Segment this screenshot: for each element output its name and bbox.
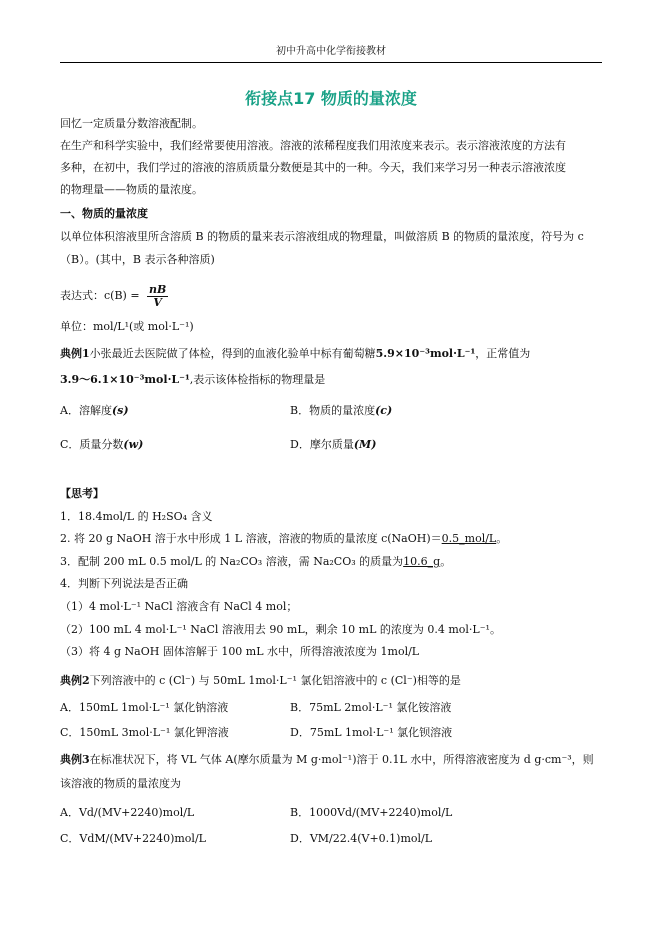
option-c[interactable]: C．VdM/(MV+2240)mol/L xyxy=(60,832,206,845)
example-label: 典例1 xyxy=(60,347,90,360)
definition-line: （B）。(其中，B 表示各种溶质) xyxy=(60,253,215,266)
example3-line xyxy=(60,753,594,767)
intro-line: 的物理量——物质的量浓度。 xyxy=(60,183,203,196)
unit-line: 单位：mol/L¹(或 mol·L⁻¹) xyxy=(60,320,194,333)
formula-denominator: V xyxy=(153,295,162,309)
example1-line xyxy=(60,373,325,387)
option-text: A．溶解度 xyxy=(60,404,112,417)
formula-label: 表达式：c(B) = xyxy=(60,289,140,302)
option-symbol: (M) xyxy=(353,438,377,451)
option-d[interactable]: D．75mL 1mol·L⁻¹ 氯化钡溶液 xyxy=(290,726,453,739)
option-text: B．物质的量浓度 xyxy=(290,404,376,417)
option-text: D．摩尔质量 xyxy=(290,438,354,451)
option-c[interactable]: C．150mL 3mol·L⁻¹ 氯化钾溶液 xyxy=(60,726,229,739)
option-d[interactable] xyxy=(290,438,376,452)
option-c[interactable] xyxy=(60,438,143,452)
think-q4-2: （2）100 mL 4 mol·L⁻¹ NaCl 溶液用去 90 mL，剩余 10 mL 的浓度为 0.4 mol·L⁻¹。 xyxy=(60,623,501,636)
option-a[interactable]: A．Vd/(MV+2240)mol/L xyxy=(60,806,195,819)
example-text: 在标准状况下，将 VL 气体 A(摩尔质量为 M g·mol⁻¹)溶于 0.1L 水中，所得溶液密度为 d g·cm⁻³，则 xyxy=(89,753,594,766)
think-q2 xyxy=(60,532,507,546)
page-title: 衔接点17 物质的量浓度 xyxy=(245,89,417,108)
example-label: 典例3 xyxy=(60,753,90,766)
example-label: 典例2 xyxy=(60,674,90,687)
option-symbol: (c) xyxy=(375,404,393,417)
option-b[interactable]: B．1000Vd/(MV+2240)mol/L xyxy=(290,806,453,819)
option-a[interactable] xyxy=(60,404,129,418)
answer-text: 0.5_mol/L xyxy=(441,532,497,545)
question-text: 。 xyxy=(440,555,452,568)
think-q1: 1．18.4mol/L 的 H₂SO₄ 含义 xyxy=(60,510,213,523)
question-text: 3．配制 200 mL 0.5 mol/L 的 Na₂CO₃ 溶液，需 Na₂CO₃ 的质量为 xyxy=(60,555,404,568)
option-a[interactable]: A．150mL 1mol·L⁻¹ 氯化钠溶液 xyxy=(60,701,229,714)
option-d[interactable]: D．VM/22.4(V+0.1)mol/L xyxy=(290,832,433,845)
intro-line: 在生产和科学实验中，我们经常要使用溶液。溶液的浓稀程度我们用浓度来表示。表示溶液浓度的方法有 xyxy=(60,139,566,152)
question-text: 。 xyxy=(496,532,508,545)
question-text: 2. 将 20 g NaOH 溶于水中形成 1 L 溶液，溶液的物质的量浓度 c(NaOH)＝ xyxy=(60,532,442,545)
section-heading: 一、物质的量浓度 xyxy=(60,207,148,220)
think-q4: 4．判断下列说法是否正确 xyxy=(60,577,188,590)
definition-line: 以单位体积溶液里所含溶质 B 的物质的量来表示溶液组成的物理量，叫做溶质 B 的物质的量浓度，符号为 c xyxy=(60,230,584,243)
example-value: 3.9～6.1×10⁻³mol·L⁻¹ xyxy=(60,373,190,386)
option-b[interactable]: B．75mL 2mol·L⁻¹ 氯化铵溶液 xyxy=(290,701,452,714)
example3-line: 该溶液的物质的量浓度为 xyxy=(60,777,181,790)
formula-numerator: nB xyxy=(149,282,167,296)
intro-line: 回忆一定质量分数溶液配制。 xyxy=(60,117,203,130)
think-q4-3: （3）将 4 g NaOH 固体溶解于 100 mL 水中，所得溶液浓度为 1mol/L xyxy=(60,645,420,658)
intro-line: 多种，在初中，我们学过的溶液的溶质质量分数便是其中的一种。今天，我们来学习另一种表示溶液浓度 xyxy=(60,161,566,174)
option-symbol: (s) xyxy=(111,404,129,417)
formula xyxy=(60,282,168,310)
option-symbol: (w) xyxy=(123,438,144,451)
think-q3 xyxy=(60,555,451,569)
think-heading: 【思考】 xyxy=(60,487,104,500)
example2-line xyxy=(60,674,461,688)
example1-line xyxy=(60,347,530,361)
formula-fraction xyxy=(147,284,168,309)
option-text: C．质量分数 xyxy=(60,438,124,451)
option-b[interactable] xyxy=(290,404,392,418)
example-text: ,表示该体检指标的物理量是 xyxy=(189,373,326,386)
example-text: 下列溶液中的 c (Cl⁻) 与 50mL 1mol·L⁻¹ 氯化铝溶液中的 c (Cl⁻)相等的是 xyxy=(89,674,461,687)
page-header: 初中升高中化学衔接教材 xyxy=(60,44,602,63)
think-q4-1: （1）4 mol·L⁻¹ NaCl 溶液含有 NaCl 4 mol； xyxy=(60,600,298,613)
example-text: ，正常值为 xyxy=(475,347,531,360)
answer-text: 10.6_g xyxy=(403,555,441,568)
example-text: 小张最近去医院做了体检，得到的血液化验单中标有葡萄糖 xyxy=(89,347,376,360)
example-value: 5.9×10⁻³mol·L⁻¹ xyxy=(375,347,476,360)
